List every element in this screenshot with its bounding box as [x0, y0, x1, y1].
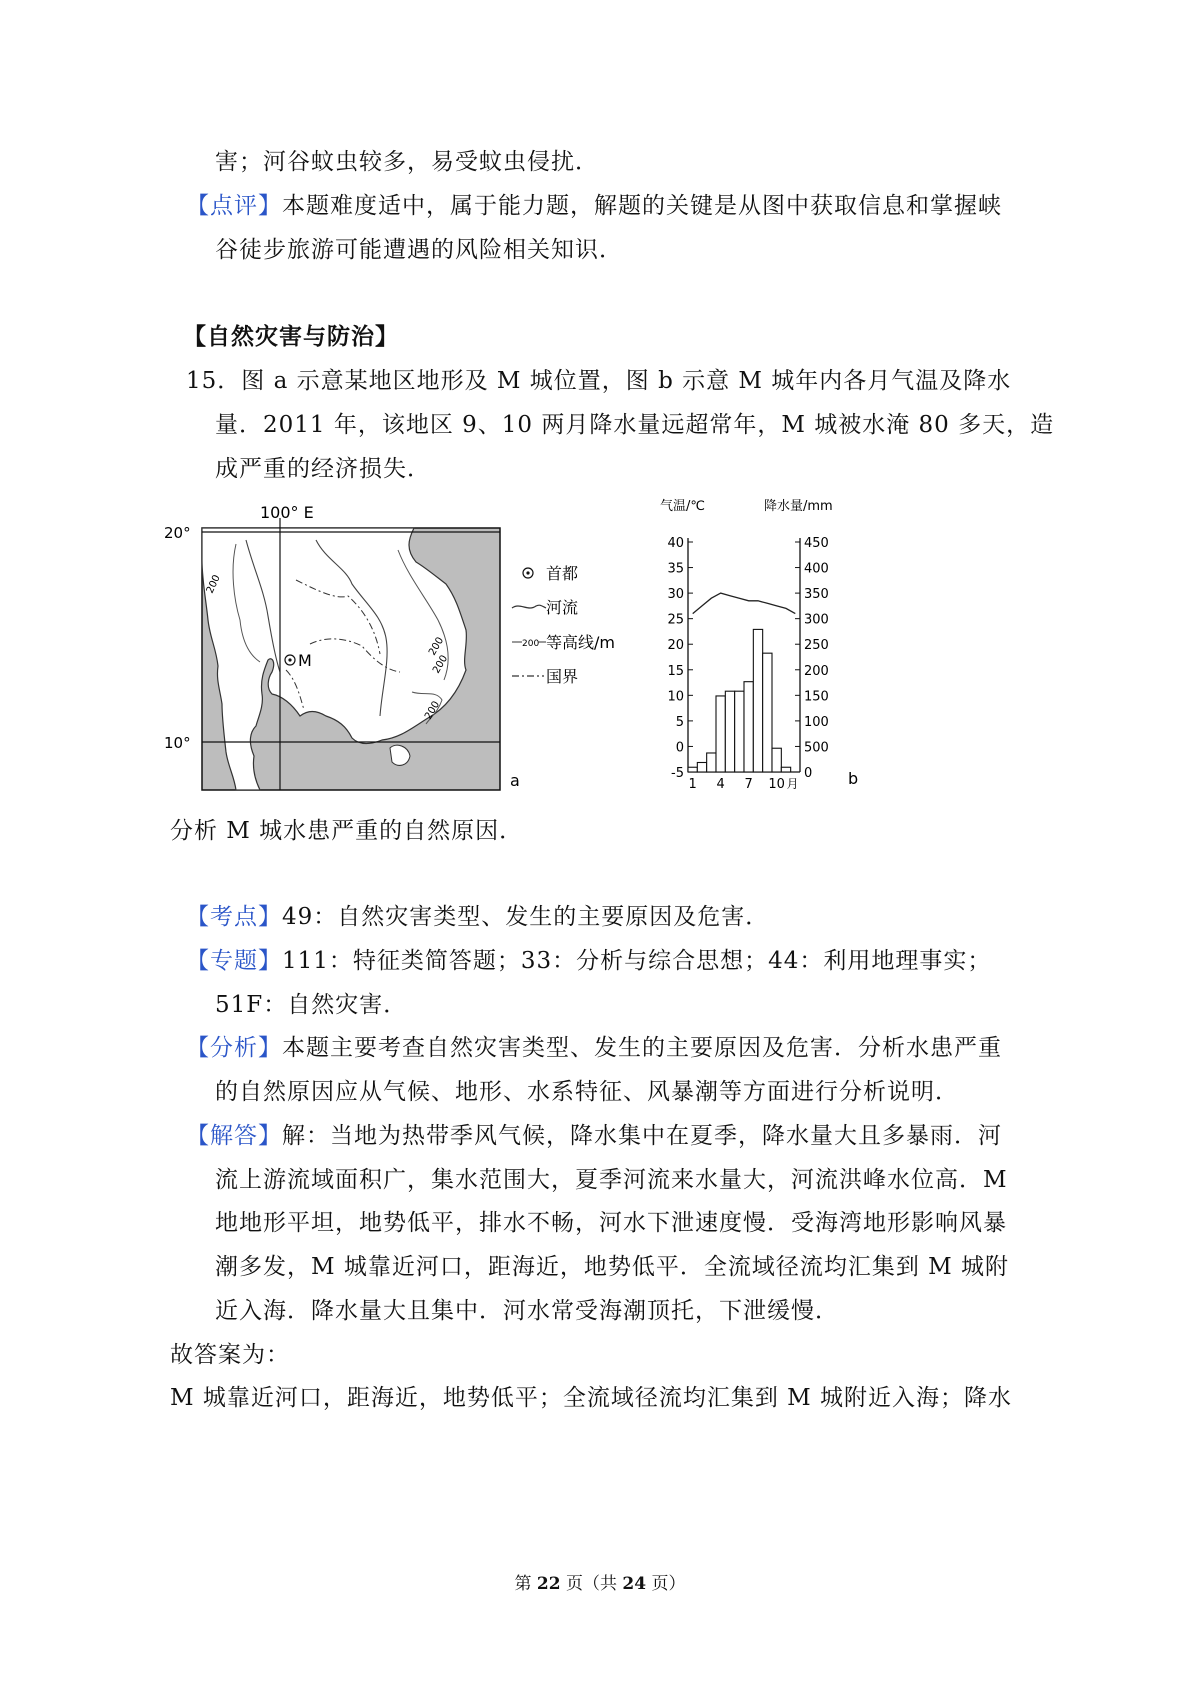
left-axis-label: 气温/℃ [660, 499, 705, 514]
left-tick-label: -5 [671, 766, 684, 781]
legend-capital: 首都 [546, 564, 579, 583]
fig-b-label: b [848, 769, 859, 788]
page-footer [0, 1569, 1200, 1594]
prev-answer-line: 害；河谷蚊虫较多，易受蚊虫侵扰． [215, 149, 599, 175]
kaodian-line [186, 898, 769, 931]
map-legend [512, 564, 615, 686]
kaodian-tag: 【考点】 [186, 904, 282, 930]
question-line-1: 15．图 a 示意某地区地形及 M 城位置，图 b 示意 M 城年内各月气温及降水 [186, 368, 1012, 394]
precip-bar [716, 696, 725, 772]
left-tick-label: 10 [667, 689, 684, 705]
review-line-2: 谷徒步旅游可能遭遇的风险相关知识． [215, 237, 623, 263]
right-tick-label: 0 [804, 766, 813, 781]
precip-bar [763, 653, 772, 772]
left-tick-label: 25 [667, 612, 684, 628]
right-tick-label: 500 [804, 740, 829, 756]
left-tick-label: 30 [667, 587, 684, 603]
precip-bar [781, 767, 790, 772]
left-tick-label: 20 [667, 638, 684, 654]
x-tick-label: 4 [716, 777, 725, 792]
jieda-line-2: 流上游流域面积广，集水范围大，夏季河流来水量大，河流洪峰水位高．M [215, 1167, 1008, 1193]
question-line-2: 量．2011 年，该地区 9、10 两月降水量远超常年，M 城被水淹 80 多天，造 [215, 412, 1055, 438]
right-tick-label: 250 [804, 638, 829, 654]
fig-a-label: a [510, 771, 520, 790]
x-tick-label: 1 [688, 777, 697, 792]
legend-contour: 等高线/m [546, 633, 615, 652]
fenxi-line-1 [186, 1029, 1002, 1062]
contour-label: 200 [427, 635, 447, 658]
jieda-line-4: 潮多发，M 城靠近河口，距海近，地势低平．全流域径流均汇集到 M 城附 [215, 1254, 1010, 1280]
left-tick-label: 40 [667, 536, 684, 551]
precip-bar [725, 691, 734, 772]
figure [164, 499, 896, 820]
jieda-line-5: 近入海．降水量大且集中．河水常受海潮顶托，下泄缓慢． [215, 1298, 839, 1324]
climate-chart [660, 498, 858, 792]
footer-pre: 第 [514, 1574, 537, 1594]
precip-bar [772, 748, 781, 772]
footer-page-number: 22 [536, 1574, 561, 1594]
zhuanti-line-1 [186, 942, 991, 975]
review-tag: 【点评】 [186, 193, 282, 219]
x-tick-label: 7 [744, 777, 753, 792]
x-tick-label: 10 [768, 777, 785, 792]
right-tick-label: 200 [804, 663, 829, 679]
legend-border: 国界 [546, 667, 579, 686]
jieda-line-1 [186, 1117, 1002, 1150]
temperature-line [693, 593, 796, 614]
right-tick-label: 150 [804, 689, 829, 705]
footer-post: 页） [646, 1574, 686, 1594]
right-tick-label: 400 [804, 561, 829, 577]
river-icon [512, 605, 546, 608]
fenxi-text: 本题主要考查自然灾害类型、发生的主要原因及危害．分析水患严重 [282, 1035, 1002, 1061]
left-tick-label: 5 [675, 714, 684, 730]
lon-label: 100° E [260, 503, 314, 522]
left-tick-label: 15 [667, 663, 684, 679]
zhuanti-tag: 【专题】 [186, 948, 282, 974]
right-tick-label: 100 [804, 714, 829, 730]
right-tick-label: 350 [804, 587, 829, 603]
map-figure [164, 503, 615, 790]
review-line-1 [186, 187, 1002, 220]
contour-label: 200 [431, 653, 451, 676]
precip-bar [688, 767, 697, 772]
precip-bar [744, 682, 753, 772]
precip-bar [707, 753, 716, 772]
precip-bar [697, 762, 706, 772]
x-unit-label: 月 [786, 777, 799, 791]
review-text: 本题难度适中，属于能力题，解题的关键是从图中获取信息和掌握峡 [282, 193, 1002, 219]
fenxi-line-2: 的自然原因应从气候、地形、水系特征、风暴潮等方面进行分析说明． [215, 1079, 959, 1105]
left-tick-label: 35 [667, 561, 684, 577]
zhuanti-line-2: 51F：自然灾害． [215, 992, 408, 1018]
fenxi-tag: 【分析】 [186, 1035, 282, 1061]
kaodian-text: 49：自然灾害类型、发生的主要原因及危害． [282, 904, 770, 930]
section-title: 【自然灾害与防治】 [183, 323, 399, 350]
right-tick-label: 450 [804, 536, 829, 551]
precip-bar [735, 691, 744, 772]
legend-river: 河流 [546, 598, 579, 617]
final-answer-line: M 城靠近河口，距海近，地势低平；全流域径流均汇集到 M 城附近入海；降水 [170, 1385, 1013, 1411]
footer-mid: 页（共 [560, 1574, 623, 1594]
jieda-text: 解：当地为热带季风气候，降水集中在夏季，降水量大且多暴雨．河 [282, 1123, 1002, 1149]
question-prompt: 分析 M 城水患严重的自然原因． [170, 818, 524, 844]
contour-label: 200 [204, 573, 223, 596]
right-axis-label: 降水量/mm [764, 499, 833, 514]
lat-bottom-label: 10° [164, 734, 191, 752]
answer-label: 故答案为： [170, 1342, 290, 1368]
left-tick-label: 0 [675, 740, 684, 756]
jieda-line-3: 地地形平坦，地势低平，排水不畅，河水下泄速度慢．受海湾地形影响风暴 [215, 1210, 1007, 1236]
right-tick-label: 300 [804, 612, 829, 628]
jieda-tag: 【解答】 [186, 1123, 282, 1149]
precip-bar [753, 629, 762, 772]
zhuanti-text: 111：特征类简答题；33：分析与综合思想；44：利用地理事实； [282, 948, 992, 974]
lat-top-label: 20° [164, 524, 191, 542]
legend-contour-sample: 200 [522, 639, 540, 649]
contour-label: 200 [423, 699, 443, 722]
city-label: M [298, 651, 312, 670]
footer-total-pages: 24 [622, 1574, 647, 1594]
question-line-3: 成严重的经济损失． [215, 456, 431, 482]
